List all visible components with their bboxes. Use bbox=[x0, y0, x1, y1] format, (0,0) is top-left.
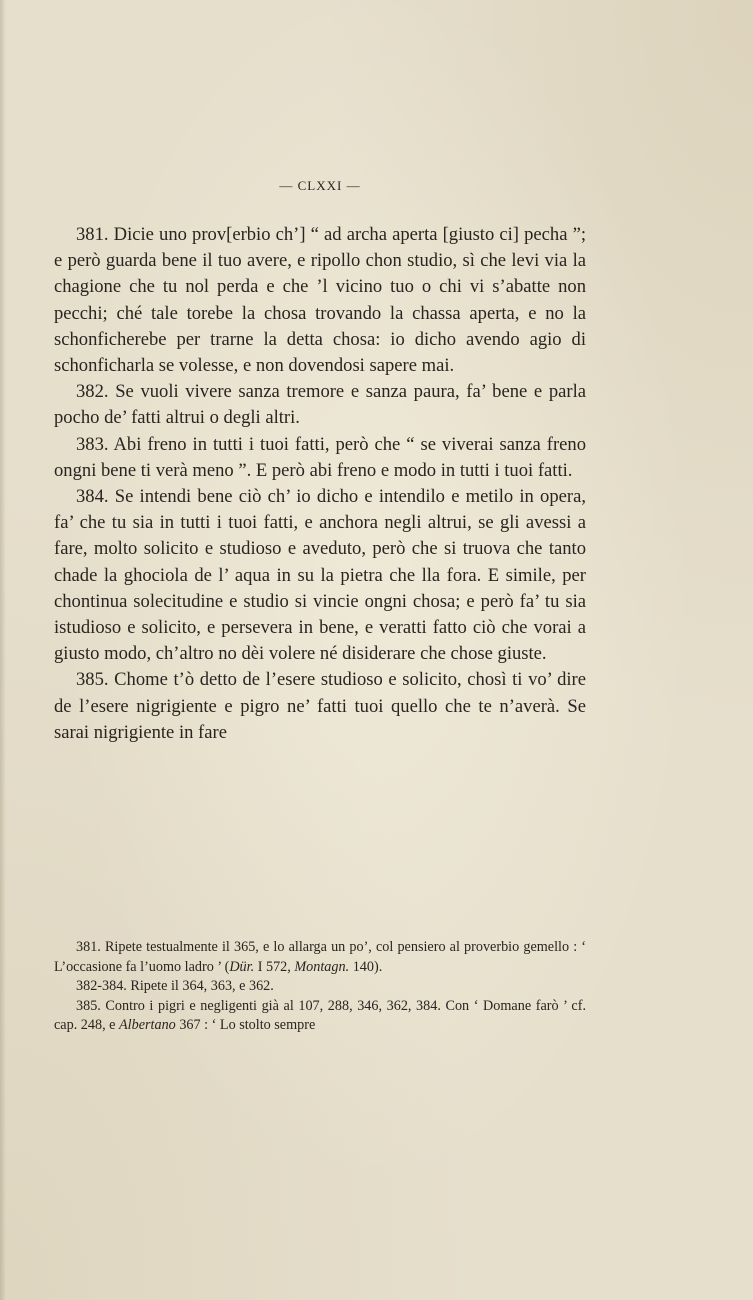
footnote-381-montagn: Montagn. bbox=[294, 958, 350, 975]
paragraph-383: 383. Abi freno in tutti i tuoi fatti, però che “ se viverai sanza freno ongni bene ti verà meno ”. E però abi freno e modo in tutti i tuoi fatti. bbox=[54, 433, 586, 481]
footnote-381-text-c: 140). bbox=[349, 958, 383, 975]
book-page bbox=[54, 0, 586, 1300]
main-text bbox=[54, 222, 586, 746]
paragraph-385: 385. Chome t’ò detto de l’esere studioso e solicito, chosì ti vo’ dire de l’esere nigrigiente e pigro ne’ fatti tuoi quello che te n’averà. Se sarai nigrigiente in fare bbox=[54, 669, 586, 743]
footnote-381 bbox=[54, 938, 586, 977]
footnote-385-text-b: 367 : ‘ Lo stolto sempre bbox=[175, 1017, 316, 1034]
footnote-381-text-b: I 572, bbox=[254, 958, 295, 975]
paragraph-381: 381. Dicie uno prov[erbio ch’] “ ad archa aperta [giusto ci] pecha ”; e però guarda bene il tuo avere, e ripollo chon studio, sì che levi via la chagione che tu nol perda e che ’l vicino tuo o chi vi s’abatte non pecchi; ché tale torebe la chosa trovando la chassa aperta, e no la schonficherebe per trarne la detta chosa: io dicho avendo agio di schonficharla se volesse, e non dovendosi sapere mai. bbox=[54, 224, 586, 377]
footnote-382-384: 382-384. Ripete il 364, 363, e 362. bbox=[76, 978, 274, 995]
page-fold-shadow bbox=[0, 0, 6, 1300]
paragraph-384: 384. Se intendi bene ciò ch’ io dicho e intendilo e metilo in opera, fa’ che tu sia in tutti i tuoi fatti, e anchora negli altrui, se gli avessi a fare, molto solicito e studioso e aveduto, però che si truova che tanto chade la ghociola de l’ aqua in su la pietra che lla fora. E simile, per chontinua solecitudine e studio si vincie ongni chosa; e però fa’ tu sia istudioso e solicito, e persevera in bene, e veratti fatto ciò che vorai a giusto modo, ch’altro no dèi volere né disiderare che chose giuste. bbox=[54, 486, 586, 665]
footnote-385-text-a: 385. Contro i pigri e negligenti già al 107, 288, 346, 362, 384. Con ‘ Domane farò ’ cf. cap. 248, e bbox=[54, 997, 586, 1034]
footnote-385-albertano: Albertano bbox=[119, 1017, 176, 1034]
footnote-381-dur: Dür. bbox=[229, 958, 255, 975]
footnotes bbox=[54, 938, 586, 1036]
footnote-381-text-a: 381. Ripete testualmente il 365, e lo allarga un po’, col pensiero al proverbio gemello : ‘ L’occasione fa l’uomo ladro ’ ( bbox=[54, 939, 586, 975]
footnote-385 bbox=[54, 997, 586, 1036]
paragraph-382: 382. Se vuoli vivere sanza tremore e sanza paura, fa’ bene e parla pocho de’ fatti altrui o degli altri. bbox=[54, 381, 586, 429]
running-head: — CLXXI — bbox=[279, 178, 361, 193]
